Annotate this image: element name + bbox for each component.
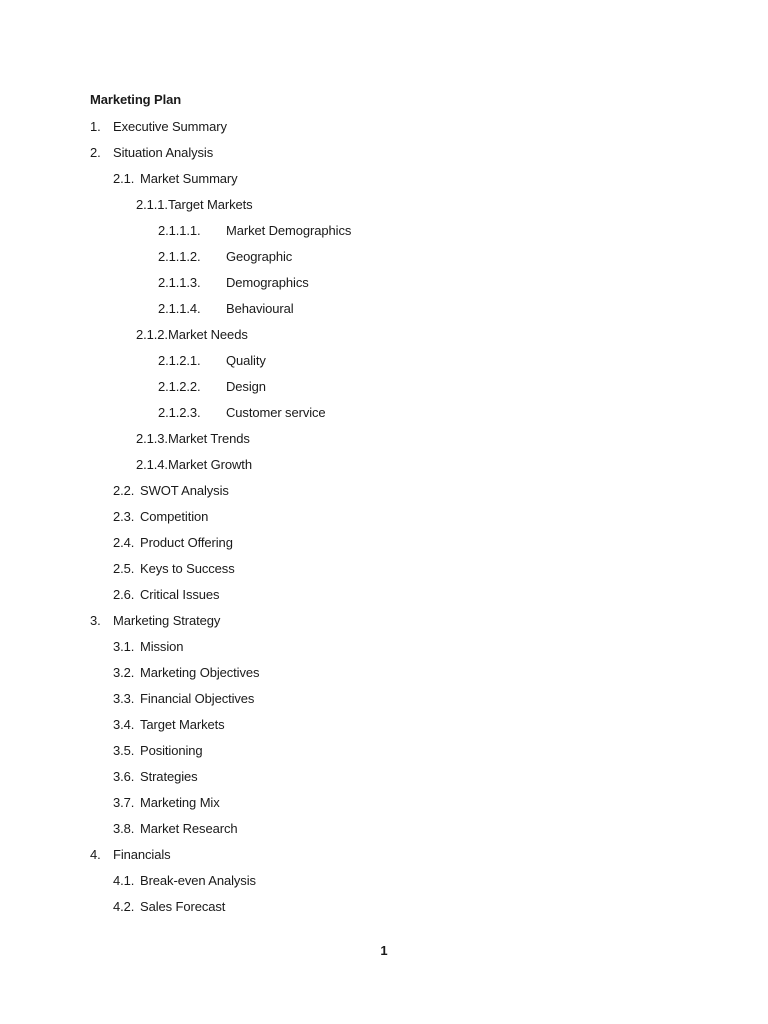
outline-item-label: Market Needs [168, 327, 248, 342]
outline-item-level-2 [0, 690, 768, 716]
outline-item-level-2 [0, 820, 768, 846]
outline-item-label: Sales Forecast [140, 899, 226, 914]
outline-item-number: 2.1.1. [136, 197, 168, 212]
outline-item-level-4 [0, 404, 768, 430]
outline-list [0, 118, 768, 924]
outline-item-label: Market Demographics [226, 223, 352, 238]
outline-item-label: Target Markets [140, 717, 225, 732]
outline-item-number: 2.3. [113, 509, 135, 524]
outline-item-label: Break-even Analysis [140, 873, 256, 888]
outline-item-level-1 [0, 846, 768, 872]
outline-item-label: Strategies [140, 769, 198, 784]
outline-item-label: Target Markets [168, 197, 253, 212]
outline-item-label: Product Offering [140, 535, 233, 550]
outline-item-label: Market Growth [168, 457, 252, 472]
outline-item-label: Behavioural [226, 301, 294, 316]
outline-item-level-1 [0, 612, 768, 638]
outline-item-level-4 [0, 378, 768, 404]
outline-item-label: Market Trends [168, 431, 250, 446]
outline-item-number: 1. [90, 119, 101, 134]
outline-item-number: 2.1.2.1. [158, 353, 201, 368]
outline-item-number: 2.1.1.4. [158, 301, 201, 316]
outline-item-label: Mission [140, 639, 184, 654]
outline-item-number: 4.2. [113, 899, 135, 914]
outline-item-level-1 [0, 118, 768, 144]
outline-item-level-2 [0, 586, 768, 612]
outline-item-number: 3.6. [113, 769, 135, 784]
outline-item-label: Marketing Strategy [113, 613, 221, 628]
outline-item-number: 2.1.2. [136, 327, 168, 342]
outline-item-level-3 [0, 430, 768, 456]
outline-item-level-2 [0, 898, 768, 924]
outline-item-label: Situation Analysis [113, 145, 214, 160]
outline-item-number: 4.1. [113, 873, 135, 888]
outline-item-level-4 [0, 274, 768, 300]
outline-item-number: 2.5. [113, 561, 135, 576]
outline-item-level-4 [0, 248, 768, 274]
outline-item-level-4 [0, 300, 768, 326]
outline-item-number: 2.1. [113, 171, 135, 186]
outline-item-level-4 [0, 222, 768, 248]
outline-item-label: Demographics [226, 275, 309, 290]
outline-item-level-2 [0, 768, 768, 794]
outline-item-level-2 [0, 664, 768, 690]
document-title: Marketing Plan [90, 92, 182, 107]
outline-item-level-3 [0, 196, 768, 222]
outline-item-label: Executive Summary [113, 119, 227, 134]
outline-item-label: Marketing Mix [140, 795, 220, 810]
outline-item-level-2 [0, 638, 768, 664]
outline-item-number: 2.1.1.2. [158, 249, 201, 264]
outline-item-label: Critical Issues [140, 587, 220, 602]
outline-item-number: 3.7. [113, 795, 135, 810]
outline-item-level-2 [0, 794, 768, 820]
outline-item-label: Design [226, 379, 266, 394]
outline-item-label: Market Research [140, 821, 238, 836]
outline-item-label: Market Summary [140, 171, 238, 186]
outline-item-level-2 [0, 482, 768, 508]
outline-item-level-4 [0, 352, 768, 378]
outline-item-number: 2.1.2.3. [158, 405, 201, 420]
outline-item-number: 4. [90, 847, 101, 862]
outline-item-level-3 [0, 326, 768, 352]
outline-item-label: Financials [113, 847, 171, 862]
outline-item-level-2 [0, 508, 768, 534]
outline-item-level-2 [0, 560, 768, 586]
outline-item-level-2 [0, 534, 768, 560]
outline-item-level-2 [0, 170, 768, 196]
outline-item-label: Financial Objectives [140, 691, 255, 706]
outline-item-label: Customer service [226, 405, 326, 420]
outline-item-level-3 [0, 456, 768, 482]
outline-item-label: Marketing Objectives [140, 665, 260, 680]
outline-item-label: Positioning [140, 743, 203, 758]
outline-item-number: 2.1.1.3. [158, 275, 201, 290]
outline-item-number: 2. [90, 145, 101, 160]
outline-item-number: 3.2. [113, 665, 135, 680]
outline-item-level-2 [0, 872, 768, 898]
outline-item-number: 3. [90, 613, 101, 628]
outline-item-label: Geographic [226, 249, 293, 264]
outline-item-level-2 [0, 742, 768, 768]
outline-item-number: 3.4. [113, 717, 135, 732]
outline-item-label: SWOT Analysis [140, 483, 229, 498]
outline-item-number: 2.6. [113, 587, 135, 602]
outline-item-level-1 [0, 144, 768, 170]
outline-item-number: 3.3. [113, 691, 135, 706]
outline-item-number: 2.1.1.1. [158, 223, 201, 238]
outline-item-label: Competition [140, 509, 209, 524]
outline-item-label: Keys to Success [140, 561, 235, 576]
outline-item-number: 3.5. [113, 743, 135, 758]
outline-item-number: 2.4. [113, 535, 135, 550]
outline-item-number: 2.2. [113, 483, 135, 498]
outline-item-number: 3.1. [113, 639, 135, 654]
outline-item-number: 2.1.3. [136, 431, 168, 446]
outline-item-number: 3.8. [113, 821, 135, 836]
outline-item-number: 2.1.4. [136, 457, 168, 472]
page-number: 1 [380, 943, 388, 958]
outline-item-level-2 [0, 716, 768, 742]
outline-item-label: Quality [226, 353, 266, 368]
outline-item-number: 2.1.2.2. [158, 379, 201, 394]
